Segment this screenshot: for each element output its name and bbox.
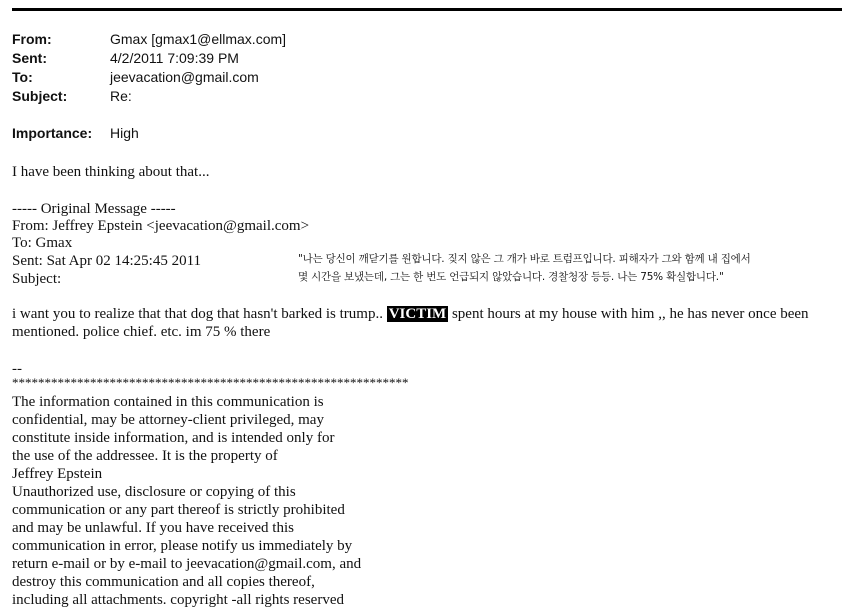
disclaimer-line: constitute inside information, and is intended only for <box>12 430 335 446</box>
reply-text: I have been thinking about that... <box>12 164 210 180</box>
header-value: Re: <box>110 88 132 104</box>
disclaimer-line: including all attachments. copyright -all rights reserved <box>12 592 344 608</box>
original-from: From: Jeffrey Epstein <jeevacation@gmail.com> <box>12 218 310 234</box>
message-text-after: spent hours at my house with him ,, he has never once been mentioned. police chief. etc. im 75 % there <box>12 306 809 340</box>
header-value: jeevacation@gmail.com <box>110 69 259 85</box>
disclaimer-line: Jeffrey Epstein <box>12 466 103 482</box>
original-message-divider: ----- Original Message ----- <box>12 201 176 217</box>
star-divider: ************************************************************* <box>12 375 409 390</box>
top-divider <box>12 8 842 11</box>
original-to: To: Gmax <box>12 235 73 251</box>
header-label: Sent: <box>12 50 47 66</box>
disclaimer-line: The information contained in this communication is <box>12 394 324 410</box>
message-text-before: i want you to realize that that dog that hasn't barked is trump.. <box>12 306 387 322</box>
disclaimer-line: communication in error, please notify us immediately by <box>12 538 353 554</box>
disclaimer-line: the use of the addressee. It is the property of <box>12 448 278 464</box>
disclaimer <box>12 393 361 609</box>
message-body <box>12 305 842 341</box>
translation-line-2: 몇 시간을 보냈는데, 그는 한 번도 언급되지 않았습니다. 경찰청장 등등. 나는 75% 확실합니다." <box>298 271 724 283</box>
disclaimer-line: communication or any part thereof is strictly prohibited <box>12 502 345 518</box>
redaction-label: VICTIM <box>388 306 447 322</box>
translation-line-1: "나는 당신이 깨닫기를 원합니다. 짖지 않은 그 개가 바로 트럼프입니다. 피해자가 그와 함께 내 집에서 <box>298 253 751 265</box>
importance-value: High <box>110 125 139 141</box>
signature-dash: -- <box>12 361 22 377</box>
original-sent: Sent: Sat Apr 02 14:25:45 2011 <box>12 253 202 269</box>
header-label: Subject: <box>12 88 68 104</box>
disclaimer-line: confidential, may be attorney-client privileged, may <box>12 412 324 428</box>
header-value: Gmax [gmax1@ellmax.com] <box>110 31 287 47</box>
disclaimer-line: and may be unlawful. If you have received this <box>12 520 294 536</box>
disclaimer-line: Unauthorized use, disclosure or copying of this <box>12 484 296 500</box>
header-label: From: <box>12 31 52 47</box>
importance-label: Importance: <box>12 125 93 141</box>
header-label: To: <box>12 69 33 85</box>
disclaimer-line: destroy this communication and all copies thereof, <box>12 574 315 590</box>
header-value: 4/2/2011 7:09:39 PM <box>110 50 239 66</box>
disclaimer-line: return e-mail or by e-mail to jeevacation@gmail.com, and <box>12 556 362 572</box>
original-subject: Subject: <box>12 271 62 287</box>
